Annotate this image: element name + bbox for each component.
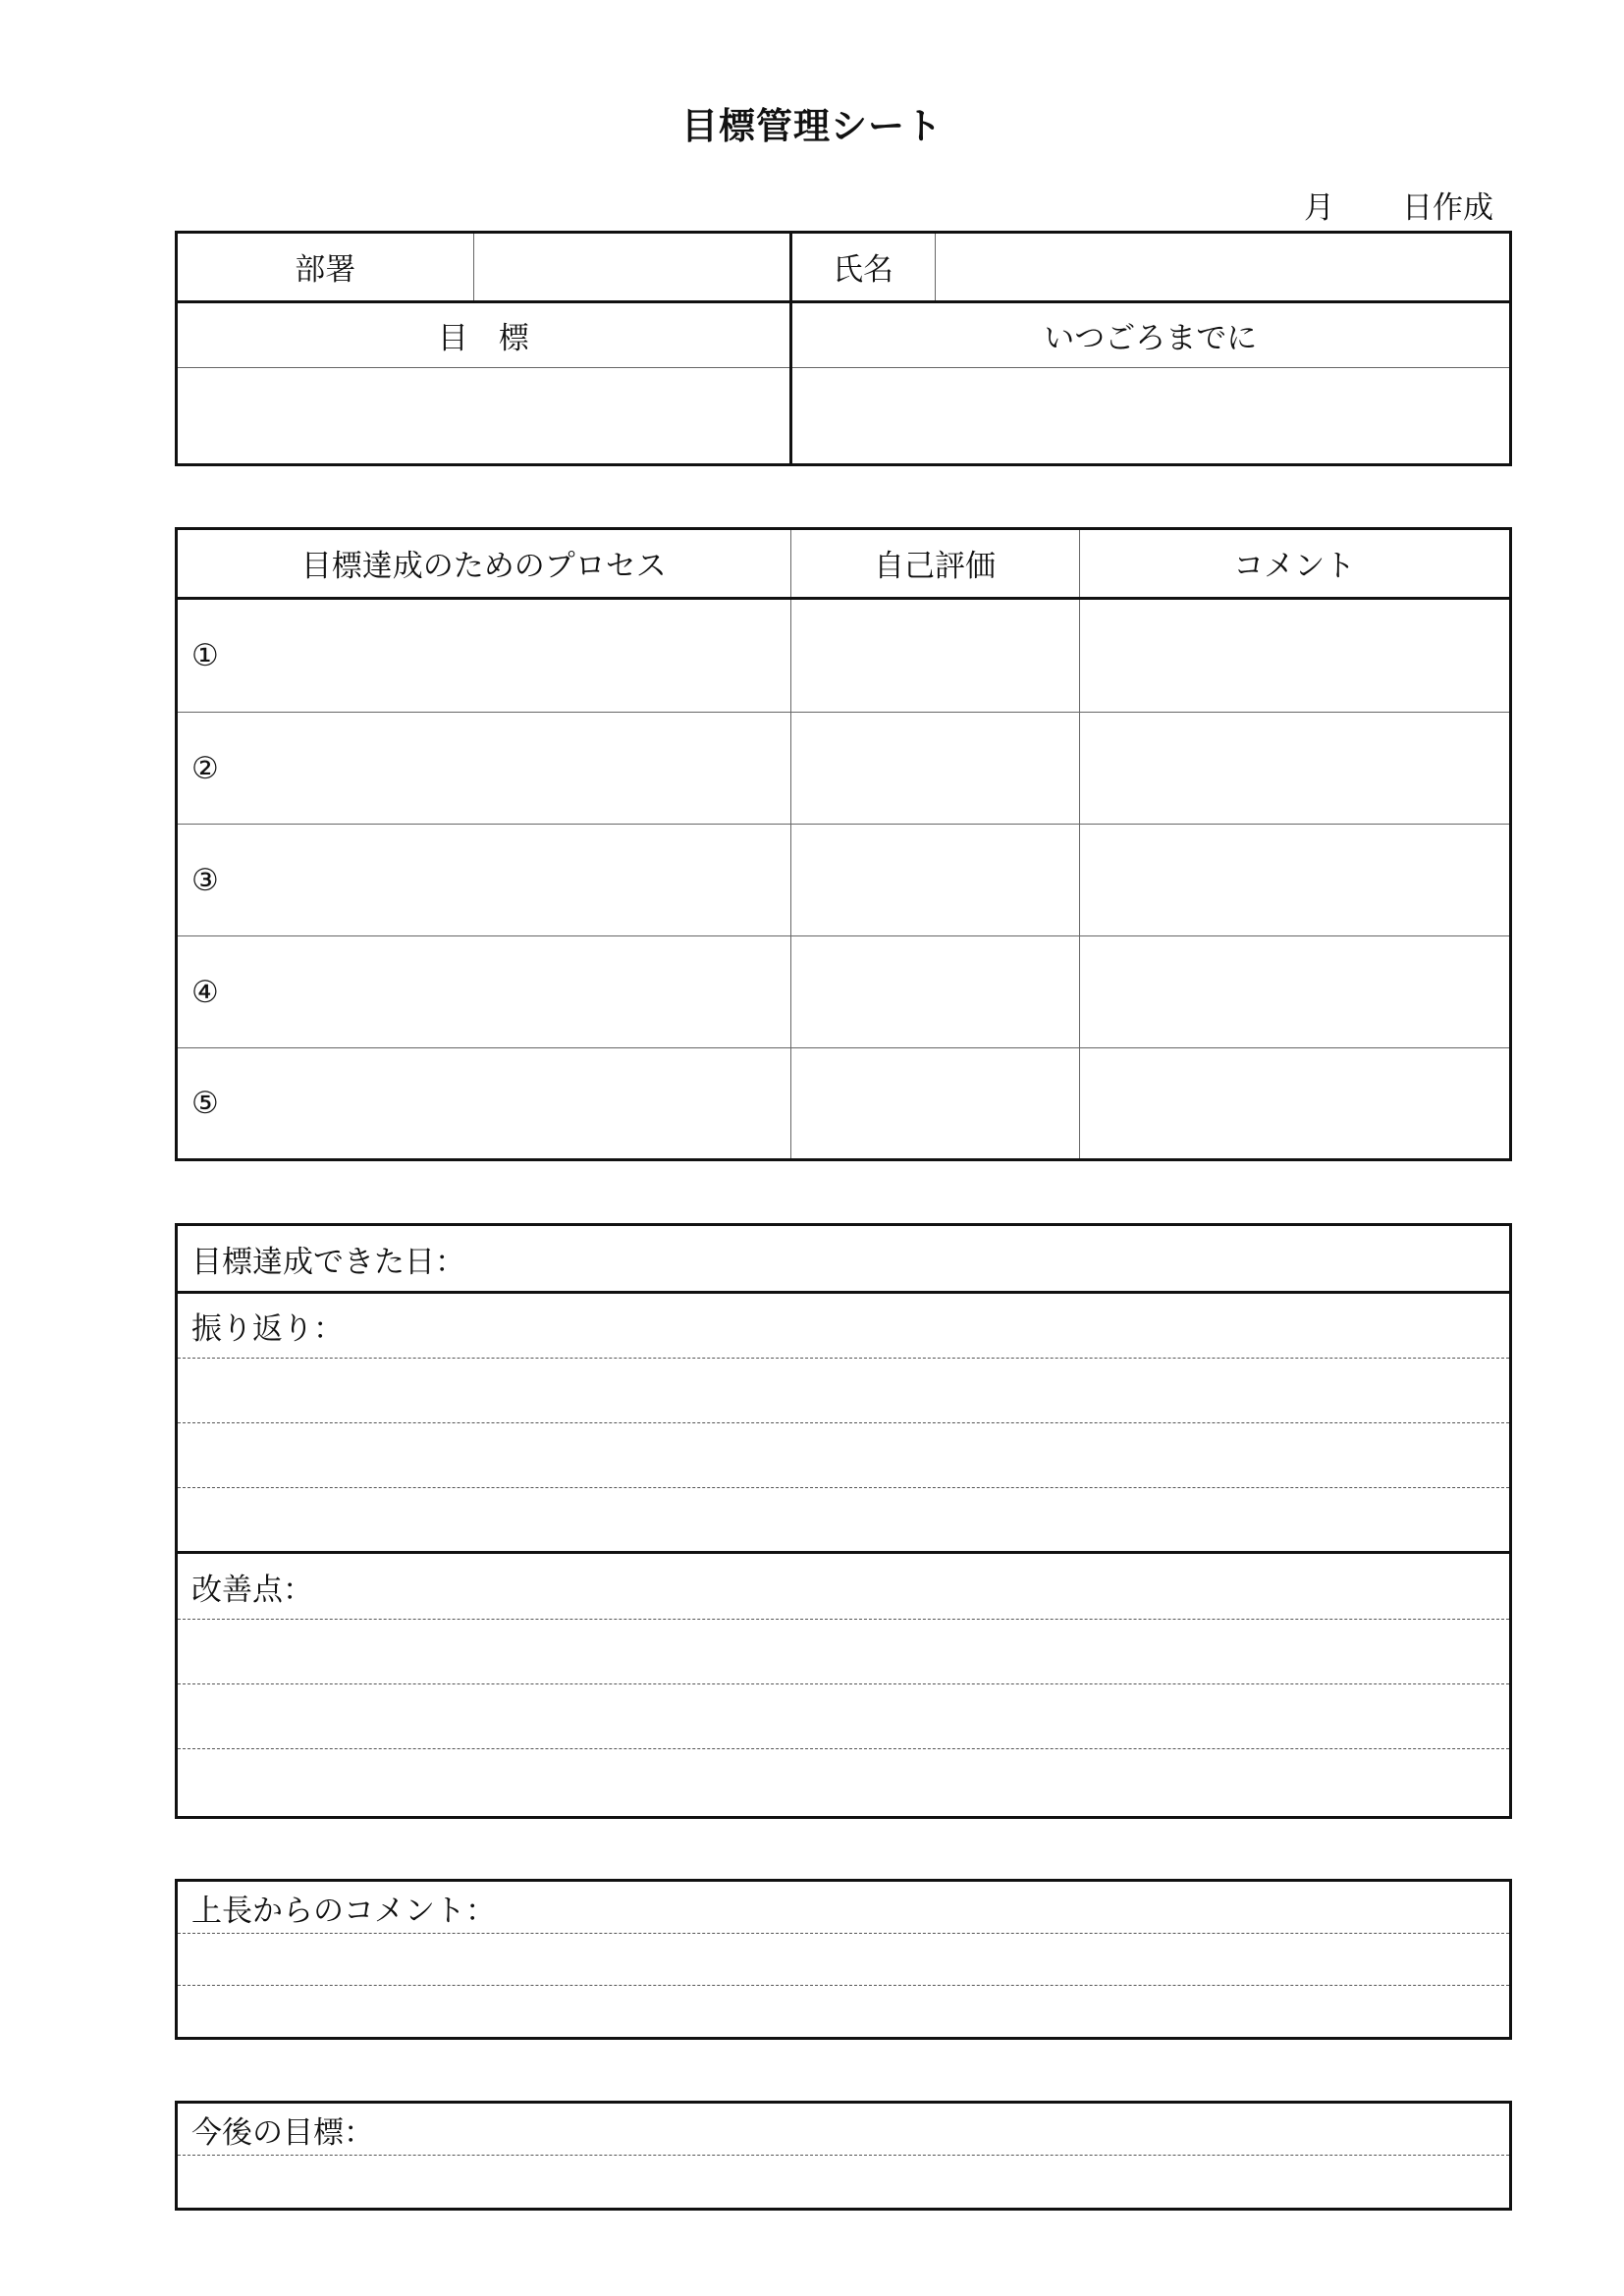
future-goal-line[interactable] bbox=[178, 2104, 1509, 2156]
process-field[interactable] bbox=[178, 713, 790, 825]
department-field[interactable] bbox=[473, 234, 790, 301]
row-number: ② bbox=[191, 750, 219, 786]
achieved-date-label: 目標達成できた日： bbox=[191, 1244, 465, 1280]
future-goal-label: 今後の目標： bbox=[191, 2114, 374, 2151]
improvement-line[interactable] bbox=[178, 1749, 1509, 1826]
page-title: 目標管理シート bbox=[681, 105, 943, 147]
goal-field[interactable] bbox=[178, 367, 790, 463]
boss-comment-line[interactable] bbox=[178, 1934, 1509, 1986]
table-row bbox=[178, 1048, 1509, 1158]
future-goal-section bbox=[175, 2101, 1512, 2211]
name-label: 氏名 bbox=[790, 234, 935, 301]
goal-header: 目 標 bbox=[178, 301, 790, 367]
process-column-header: 目標達成のためのプロセス bbox=[178, 530, 790, 598]
achieved-date-field[interactable] bbox=[178, 1226, 1509, 1294]
review-section bbox=[175, 1223, 1512, 1819]
self-evaluation-field[interactable] bbox=[790, 825, 1079, 936]
self-evaluation-field[interactable] bbox=[790, 598, 1079, 713]
reflection-label: 振り返り： bbox=[191, 1311, 344, 1347]
process-field[interactable] bbox=[178, 1048, 790, 1158]
improvement-label: 改善点： bbox=[191, 1572, 313, 1608]
department-label: 部署 bbox=[178, 234, 473, 301]
table-row bbox=[178, 825, 1509, 936]
comment-field[interactable] bbox=[1079, 598, 1509, 713]
improvement-line[interactable] bbox=[178, 1554, 1509, 1620]
improvement-line[interactable] bbox=[178, 1620, 1509, 1684]
row-number: ④ bbox=[191, 974, 219, 1010]
table-row bbox=[178, 713, 1509, 825]
comment-field[interactable] bbox=[1079, 936, 1509, 1048]
header-section bbox=[175, 231, 1512, 466]
date-day-label: 日作成 bbox=[1402, 190, 1493, 226]
table-row bbox=[178, 598, 1509, 713]
process-field[interactable] bbox=[178, 825, 790, 936]
comment-column-header: コメント bbox=[1079, 530, 1509, 598]
table-row bbox=[178, 936, 1509, 1048]
self-evaluation-field[interactable] bbox=[790, 1048, 1079, 1158]
future-goal-line[interactable] bbox=[178, 2156, 1509, 2208]
process-field[interactable] bbox=[178, 598, 790, 713]
comment-field[interactable] bbox=[1079, 713, 1509, 825]
reflection-line[interactable] bbox=[178, 1294, 1509, 1359]
self-evaluation-column-header: 自己評価 bbox=[790, 530, 1079, 598]
improvement-line[interactable] bbox=[178, 1684, 1509, 1749]
boss-comment-section bbox=[175, 1879, 1512, 2040]
reflection-line[interactable] bbox=[178, 1488, 1509, 1554]
process-field[interactable] bbox=[178, 936, 790, 1048]
boss-comment-label: 上長からのコメント： bbox=[191, 1893, 496, 1929]
reflection-line[interactable] bbox=[178, 1359, 1509, 1423]
row-number: ① bbox=[191, 637, 219, 673]
row-number: ⑤ bbox=[191, 1086, 219, 1122]
comment-field[interactable] bbox=[1079, 825, 1509, 936]
self-evaluation-field[interactable] bbox=[790, 713, 1079, 825]
boss-comment-line[interactable] bbox=[178, 1986, 1509, 2037]
deadline-field[interactable] bbox=[790, 367, 1509, 463]
name-field[interactable] bbox=[935, 234, 1509, 301]
row-number: ③ bbox=[191, 862, 219, 898]
self-evaluation-field[interactable] bbox=[790, 936, 1079, 1048]
comment-field[interactable] bbox=[1079, 1048, 1509, 1158]
boss-comment-line[interactable] bbox=[178, 1882, 1509, 1934]
date-month-label: 月 bbox=[1304, 190, 1334, 226]
deadline-header: いつごろまでに bbox=[790, 301, 1509, 367]
reflection-line[interactable] bbox=[178, 1423, 1509, 1488]
process-section bbox=[175, 527, 1512, 1161]
